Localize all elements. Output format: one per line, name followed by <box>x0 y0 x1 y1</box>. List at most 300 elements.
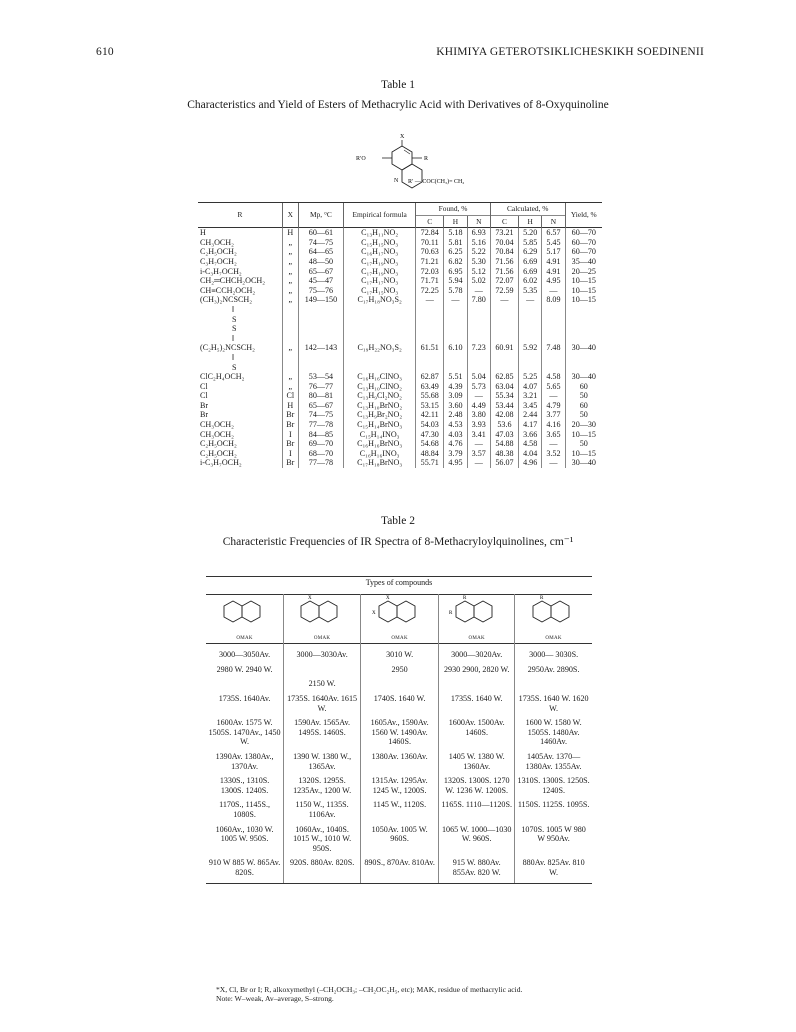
table-cell: 6.29 <box>519 247 542 257</box>
table-cell: 74—75 <box>298 410 343 420</box>
table-cell: 4.53 <box>444 420 467 430</box>
omak-label: OMAK <box>468 635 485 641</box>
frequency-cell: 1165S. 1110—1120S. <box>439 795 515 819</box>
table-cell: 60 <box>565 401 602 411</box>
table-cell: „ <box>282 286 298 296</box>
table-cell: 30—40 <box>565 458 602 468</box>
table-cell: 5.04 <box>467 372 490 382</box>
table-cell: 4.91 <box>542 257 565 267</box>
table-cell: C₁₇H₁₅NO₃ <box>344 286 416 296</box>
table-cell: 30—40 <box>565 372 602 382</box>
page-number: 610 <box>96 46 114 58</box>
table-cell: 63.49 <box>416 382 444 392</box>
frequency-cell: 1405Av. 1370— 1380Av. 1355Av. <box>515 747 592 771</box>
table-cell: 3.21 <box>519 391 542 401</box>
omak-label: OMAK <box>391 635 408 641</box>
quinoline-structure-icon <box>292 595 352 631</box>
table-cell: 6.10 <box>444 343 467 353</box>
types-of-compounds-header: Types of compounds <box>206 576 592 592</box>
frequency-cell: 1060Av., 1040S. 1015 W., 1010 W. 950S. <box>284 820 361 854</box>
table-cell: 55.68 <box>416 391 444 401</box>
footnote-line-1: *X, Cl, Br or I; R, alkoxymethyl (–CH₂OCH₃; –CH₂OC₂H₅, etc); MAK, residue of methacrylic acid. <box>216 985 523 994</box>
table-cell: 50 <box>565 391 602 401</box>
table-row <box>198 391 602 401</box>
table-cell: 65—67 <box>298 267 343 277</box>
col-found-h: H <box>444 215 467 228</box>
table-cell: Br <box>282 439 298 449</box>
table-cell: C₁₇H₁₈NO₃S₂ <box>344 295 416 305</box>
table-cell: 5.25 <box>519 372 542 382</box>
thio-spacer-row: ‖ <box>198 353 602 363</box>
table-cell: „ <box>282 267 298 277</box>
table-row <box>198 449 602 459</box>
oxyquinoline-structure-diagram <box>330 130 500 192</box>
struct-x-label: X <box>400 134 405 140</box>
structure-substituent-label: R <box>539 596 543 601</box>
table-row <box>206 747 592 771</box>
table-row <box>198 267 602 277</box>
table-cell: 72.25 <box>416 286 444 296</box>
table-cell: 5.51 <box>444 372 467 382</box>
col-calc-h: H <box>519 215 542 228</box>
svg-text:N: N <box>394 178 399 184</box>
table-cell: 5.81 <box>444 238 467 248</box>
omak-label: OMAK <box>545 635 562 641</box>
table-cell: 53.15 <box>416 401 444 411</box>
table-cell: Cl <box>200 391 208 401</box>
col-x: X <box>282 203 298 228</box>
table-cell: 7.48 <box>542 343 565 353</box>
table-cell: 5.92 <box>519 343 542 353</box>
table-cell: C₁₆H₁₇NO₃ <box>344 247 416 257</box>
table-cell: 6.93 <box>467 228 490 238</box>
table-cell: CH₃OCH₂ <box>200 237 234 247</box>
table-cell: 70.84 <box>490 247 518 257</box>
table-cell: 55.34 <box>490 391 518 401</box>
table-cell: 5.02 <box>467 276 490 286</box>
table-cell: 60—70 <box>565 238 602 248</box>
table-cell: 48—50 <box>298 257 343 267</box>
frequency-cell <box>439 674 515 689</box>
table-cell: 4.79 <box>542 401 565 411</box>
frequency-cell: 1600Av. 1575 W. 1505S. 1470Av., 1450 W. <box>208 718 281 747</box>
table-cell: 4.16 <box>542 420 565 430</box>
table-cell: 71.56 <box>490 257 518 267</box>
table-cell: 50 <box>565 439 602 449</box>
frequency-cell <box>361 674 439 689</box>
frequency-cell: 2980 W. 2940 W. <box>216 664 273 674</box>
table-cell: 10—15 <box>565 276 602 286</box>
table-cell: C₂H₅OCH₂ <box>200 247 237 257</box>
table-cell: 50 <box>565 410 602 420</box>
table-cell: — <box>467 439 490 449</box>
frequency-cell: 880Av. 825Av. 810 W. <box>515 853 592 877</box>
table-cell: C₁₇H₁₉NO₃ <box>344 267 416 277</box>
structure-substituent-label: X <box>308 596 312 601</box>
table-cell: 69—70 <box>298 439 343 449</box>
table-cell: 53—54 <box>298 372 343 382</box>
table-cell: „ <box>282 372 298 382</box>
table-row <box>198 286 602 296</box>
table-cell: 4.91 <box>542 267 565 277</box>
table-cell: 4.39 <box>444 382 467 392</box>
table-cell: — <box>467 391 490 401</box>
frequency-cell: 2930 2900, 2820 W. <box>439 660 515 675</box>
frequency-cell: 1605Av., 1590Av. 1560 W. 1490Av. 1460S. <box>361 713 439 747</box>
col-found: Found, % <box>416 203 491 216</box>
table-cell: 3.45 <box>519 401 542 411</box>
frequency-cell: 890S., 870Av. 810Av. <box>361 853 439 877</box>
thio-spacer-row: S <box>198 363 602 373</box>
table-row <box>198 372 602 382</box>
frequency-cell: 920S. 880Av. 820S. <box>284 853 361 877</box>
table-cell: 71.56 <box>490 267 518 277</box>
table2-label: Table 2 <box>380 515 415 527</box>
table-cell: C₁₃H₉Br₂NO₂ <box>344 410 416 420</box>
table-cell: „ <box>282 238 298 248</box>
thio-spacer-row: S <box>198 315 602 325</box>
col-formula: Empirical formula <box>344 203 416 228</box>
col-calc-c: C <box>490 215 518 228</box>
col-found-n: N <box>467 215 490 228</box>
table-cell: 72.07 <box>490 276 518 286</box>
table-cell: 149—150 <box>298 295 343 305</box>
table-cell: CH≡CCH₂OCH₂ <box>200 285 256 295</box>
table-cell: 71.21 <box>416 257 444 267</box>
frequency-cell: 3010 W. <box>361 644 439 660</box>
table-row <box>198 343 602 353</box>
table-cell: 5.17 <box>542 247 565 257</box>
thio-spacer-row <box>198 334 602 344</box>
table-cell: 53.44 <box>490 401 518 411</box>
table-cell: 55.71 <box>416 458 444 468</box>
table-cell: — <box>542 286 565 296</box>
table-cell: C₂H₅OCH₂ <box>200 439 237 449</box>
table-cell: 47.03 <box>490 430 518 440</box>
thio-s-label: ‖ <box>232 333 235 343</box>
table-cell: „ <box>282 295 298 305</box>
table-cell: C₁₃H₁₀BrNO₂ <box>344 401 416 411</box>
table-cell: 6.02 <box>519 276 542 286</box>
table-cell: 6.57 <box>542 228 565 238</box>
frequency-cell: 1405 W. 1380 W. 1360Av. <box>439 747 515 771</box>
table-cell: 62.87 <box>416 372 444 382</box>
table-cell: „ <box>282 247 298 257</box>
frequency-cell: 1390Av. 1380Av., 1370Av. <box>215 751 274 771</box>
table-cell: — <box>490 295 518 305</box>
table-cell: 10—15 <box>565 286 602 296</box>
table-row <box>198 228 602 238</box>
frequency-cell: 1735S. 1640Av. <box>218 693 271 703</box>
table-cell: 4.07 <box>519 382 542 392</box>
table-cell: — <box>467 286 490 296</box>
footnote-line-2: Note: W–weak, Av–average, S–strong. <box>216 994 334 1003</box>
table-cell: 2.48 <box>444 410 467 420</box>
frequency-cell: 1150 W., 1135S. 1106Av. <box>284 795 361 819</box>
table-cell: i-C₃H₇OCH₂ <box>200 458 242 468</box>
table-cell: C₁₃H₉Cl₂NO₂ <box>344 391 416 401</box>
table-cell: 20—30 <box>565 420 602 430</box>
table-cell: 77—78 <box>298 420 343 430</box>
table-row <box>198 295 602 305</box>
table-row <box>206 771 592 795</box>
table-row <box>198 247 602 257</box>
table-cell: 76—77 <box>298 382 343 392</box>
journal-title: KHIMIYA GETEROTSIKLICHESKIKH SOEDINENII <box>436 46 704 58</box>
thio-s-label: S <box>232 324 237 334</box>
table-cell: — <box>542 439 565 449</box>
thio-spacer-row <box>198 324 602 334</box>
table-cell: 4.03 <box>444 430 467 440</box>
table-cell: „ <box>282 382 298 392</box>
frequency-cell <box>515 674 592 689</box>
table-cell: H <box>200 228 206 238</box>
table-cell: 61.51 <box>416 343 444 353</box>
frequency-cell: 1380Av. 1360Av. <box>361 747 439 771</box>
frequency-cell: 3000—3020Av. <box>439 644 515 660</box>
table-cell: I <box>282 430 298 440</box>
table-cell: 6.95 <box>444 267 467 277</box>
table-cell: 6.82 <box>444 257 467 267</box>
table-cell: — <box>467 458 490 468</box>
frequency-cell: 1150S. 1125S. 1095S. <box>515 795 592 819</box>
table-cell: C₁₃H₁₀ClNO₂ <box>344 382 416 392</box>
table-row <box>198 439 602 449</box>
structure-side-label: X <box>371 611 376 616</box>
frequency-cell: 2950Av. 2890S. <box>515 660 592 675</box>
table-cell: 5.18 <box>444 228 467 238</box>
quinoline-structure-icon <box>524 595 584 631</box>
table-cell: C₁₇H₁₉NO₃ <box>344 257 416 267</box>
table-cell: C₁₇H₁₇NO₃ <box>344 276 416 286</box>
structure-substituent-label: R <box>462 596 467 601</box>
table-cell: 6.69 <box>519 267 542 277</box>
table-cell: 5.73 <box>467 382 490 392</box>
frequency-cell: 1740S. 1640 W. <box>361 689 439 713</box>
table-cell: „ <box>282 257 298 267</box>
col-r: R <box>198 203 282 228</box>
table2-body <box>206 644 592 878</box>
table-cell: — <box>542 458 565 468</box>
frequency-cell: 1735S. 1640 W. 1620 W. <box>515 689 592 713</box>
table-cell: 4.17 <box>519 420 542 430</box>
table-cell: 3.77 <box>542 410 565 420</box>
structure-substituent-label: X <box>385 596 390 601</box>
table-cell: 48.38 <box>490 449 518 459</box>
table-cell: 5.16 <box>467 238 490 248</box>
table-cell: 84—85 <box>298 430 343 440</box>
table-cell: Br <box>282 420 298 430</box>
table2-caption: Characteristic Frequencies of IR Spectra of 8-Methacryloylquinolines, cm⁻¹ <box>222 536 574 548</box>
table-cell: C₁₆H₁₆BrNO₃ <box>344 439 416 449</box>
table-cell: 75—76 <box>298 286 343 296</box>
table-cell: I <box>282 449 298 459</box>
table-cell: C₁₅H₁₄INO₃ <box>344 430 416 440</box>
table-cell: Cl <box>282 391 298 401</box>
frequency-cell: 1735S. 1640Av. 1615 W. <box>284 689 361 713</box>
table-row <box>206 689 592 713</box>
table-cell: „ <box>282 276 298 286</box>
table-row <box>198 257 602 267</box>
quinoline-structure-icon <box>370 595 430 631</box>
table-cell: ClC₂H₄OCH₂ <box>200 372 245 382</box>
table-cell: Br <box>282 410 298 420</box>
table-cell: 74—75 <box>298 238 343 248</box>
frequency-cell: 1320S. 1300S. 1270 W. 1236 W. 1200S. <box>439 771 515 795</box>
table-cell: C₁₃H₁₁NO₂ <box>344 228 416 238</box>
table-cell: Br <box>282 458 298 468</box>
table1-body <box>198 228 602 468</box>
table-cell: 72.59 <box>490 286 518 296</box>
table-cell: 3.80 <box>467 410 490 420</box>
table-cell: 5.45 <box>542 238 565 248</box>
table-cell: 3.41 <box>467 430 490 440</box>
table-cell: 5.20 <box>519 228 542 238</box>
table-cell: C₃H₇OCH₂ <box>200 256 237 266</box>
table-cell: — <box>444 295 467 305</box>
table-row <box>206 660 592 675</box>
table-cell: 3.09 <box>444 391 467 401</box>
frequency-cell: 1390 W. 1380 W., 1365Av. <box>284 747 361 771</box>
table-cell: 10—15 <box>565 295 602 305</box>
table-row <box>198 410 602 420</box>
table-cell: 4.76 <box>444 439 467 449</box>
table-cell: 5.65 <box>542 382 565 392</box>
omak-label: OMAK <box>236 635 253 641</box>
table-cell: 72.84 <box>416 228 444 238</box>
table-cell: 5.12 <box>467 267 490 277</box>
table-cell: 73.21 <box>490 228 518 238</box>
table-cell: 42.08 <box>490 410 518 420</box>
table-cell: — <box>519 295 542 305</box>
frequency-cell: 915 W. 880Av. 855Av. 820 W. <box>439 853 515 877</box>
table-cell: 4.58 <box>519 439 542 449</box>
structure-side-label: R <box>448 611 453 616</box>
table-row <box>206 820 592 854</box>
table-cell: 4.58 <box>542 372 565 382</box>
table-cell: 3.65 <box>542 430 565 440</box>
table-cell: 53.6 <box>490 420 518 430</box>
table-cell: 70.04 <box>490 238 518 248</box>
table-cell: C₁₆H₁₆ClNO₃ <box>344 372 416 382</box>
table-cell: 3.57 <box>467 449 490 459</box>
frequency-cell: 3000—3030Av. <box>284 644 361 660</box>
table-cell: C₁₉H₂₂NO₃S₂ <box>344 343 416 353</box>
compound-type-2 <box>284 595 361 644</box>
table-cell: 6.25 <box>444 247 467 257</box>
frequency-cell: 1330S., 1310S. 1300S. 1240S. <box>219 776 270 795</box>
table-cell: 45—47 <box>298 276 343 286</box>
table-row <box>198 382 602 392</box>
table-cell: 4.49 <box>467 401 490 411</box>
frequency-cell: 1170S., 1145S., 1080S. <box>219 800 271 819</box>
table-cell: CH₂═CHCH₂OCH₂ <box>200 276 266 286</box>
frequency-cell: 1145 W., 1120S. <box>361 795 439 819</box>
table-cell: 4.96 <box>519 458 542 468</box>
frequency-cell: 3000— 3030S. <box>515 644 592 660</box>
col-calculated: Calculated, % <box>490 203 565 216</box>
table-cell: Br <box>200 410 209 420</box>
frequency-cell: 1050Av. 1005 W. 960S. <box>361 820 439 854</box>
table2 <box>206 594 592 884</box>
table-cell: 72.03 <box>416 267 444 277</box>
frequency-cell: 910 W 885 W. 865Av. 820S. <box>208 858 281 877</box>
table-cell: 5.22 <box>467 247 490 257</box>
frequency-cell: 3000—3050Av. <box>218 650 271 660</box>
table-cell: (CH₃)₂NCSCH₂ <box>200 295 253 305</box>
table-cell: 62.85 <box>490 372 518 382</box>
table-cell: 71.71 <box>416 276 444 286</box>
compound-type-4 <box>439 595 515 644</box>
table-cell: 4.95 <box>444 458 467 468</box>
table-cell: 7.80 <box>467 295 490 305</box>
frequency-cell <box>284 660 361 675</box>
table-cell: 7.23 <box>467 343 490 353</box>
frequency-cell: 1590Av. 1565Av. 1495S. 1460S. <box>284 713 361 747</box>
frequency-cell: 1315Av. 1295Av. 1245 W., 1200S. <box>361 771 439 795</box>
frequency-cell: 1310S. 1300S. 1250S. 1240S. <box>515 771 592 795</box>
table-cell: 5.30 <box>467 257 490 267</box>
frequency-cell: 1070S. 1005 W 980 W 950Av. <box>515 820 592 854</box>
table-cell: 54.88 <box>490 439 518 449</box>
quinoline-structure-icon <box>447 595 507 631</box>
table-cell: CH₃OCH₂ <box>200 420 234 430</box>
table-cell: C₁₆H₁₆INO₃ <box>344 449 416 459</box>
table-cell: 4.04 <box>519 449 542 459</box>
table-cell: 56.07 <box>490 458 518 468</box>
table-cell: 60 <box>565 382 602 392</box>
table-cell: 30—40 <box>565 343 602 353</box>
table-cell: C₁₅H₁₅NO₃ <box>344 238 416 248</box>
frequency-cell: 1060Av., 1030 W. 1005 W. 950S. <box>215 824 274 844</box>
frequency-cell: 2150 W. <box>284 674 361 689</box>
table-cell: 3.66 <box>519 430 542 440</box>
struct-r-label: R <box>424 156 429 162</box>
table-cell: 10—15 <box>565 430 602 440</box>
table-cell: 48.84 <box>416 449 444 459</box>
table-cell: Br <box>200 400 209 410</box>
table-row <box>198 238 602 248</box>
compound-type-1 <box>206 595 284 644</box>
table1 <box>198 202 602 468</box>
table-cell: 54.03 <box>416 420 444 430</box>
table-cell: 3.93 <box>467 420 490 430</box>
table-cell: 35—40 <box>565 257 602 267</box>
table-cell: 65—67 <box>298 401 343 411</box>
col-found-c: C <box>416 215 444 228</box>
table-cell: 3.60 <box>444 401 467 411</box>
table-cell: 3.52 <box>542 449 565 459</box>
frequency-cell: 1600Av. 1500Av. 1460S. <box>439 713 515 747</box>
col-yield: Yield, % <box>565 203 602 228</box>
table-cell: 70.63 <box>416 247 444 257</box>
frequency-cell: 1600 W. 1580 W. 1505S. 1480Av. 1460Av. <box>515 713 592 747</box>
table-cell: 8.09 <box>542 295 565 305</box>
table-cell: 63.04 <box>490 382 518 392</box>
table-row <box>206 713 592 747</box>
table-cell: 60—70 <box>565 247 602 257</box>
compound-type-3 <box>361 595 439 644</box>
struct-rprime-label: R′O <box>356 156 366 162</box>
frequency-cell: 1320S. 1295S. 1235Av., 1200 W. <box>284 771 361 795</box>
quinoline-structure-icon <box>215 595 275 631</box>
table-cell: 4.95 <box>542 276 565 286</box>
table-cell: 5.78 <box>444 286 467 296</box>
table-cell: 60.91 <box>490 343 518 353</box>
table-row <box>198 430 602 440</box>
thio-spacer-row: ‖ <box>198 305 602 315</box>
table-cell: 70.11 <box>416 238 444 248</box>
